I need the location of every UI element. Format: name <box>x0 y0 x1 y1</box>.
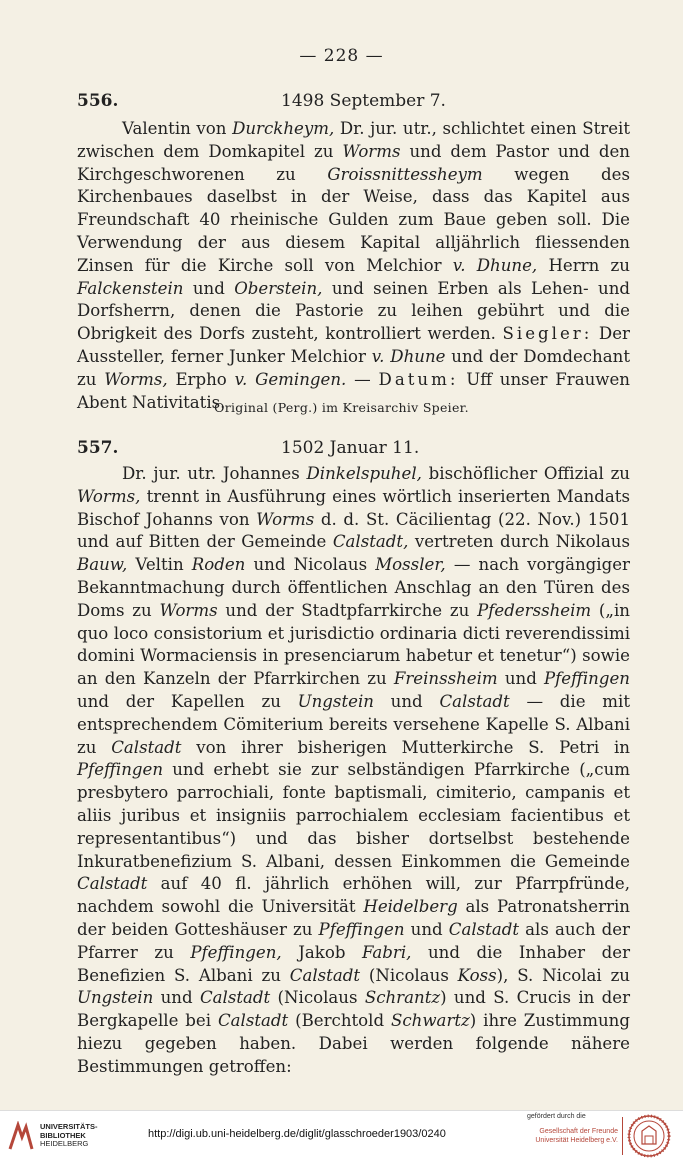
entry-header-557 <box>77 438 627 462</box>
entry-date: 1502 Januar 11. <box>281 438 420 458</box>
library-name: UNIVERSITÄTS- BIBLIOTHEK HEIDELBERG <box>40 1122 98 1148</box>
entry-number: 556. <box>77 91 119 111</box>
society-name: Gesellschaft der Freunde Universität Heidelberg e.V. <box>535 1128 618 1144</box>
digitization-footer <box>0 1110 683 1160</box>
entry-header-556 <box>77 91 627 115</box>
page-number: — 228 — <box>299 46 384 66</box>
entry-text-556: Valentin von Durckheym, Dr. jur. utr., schlichtet einen Streit zwischen dem Domkapitel zu Worms und dem Pastor und den Kirchgeschworenen zu Groissnittessheym wegen des Kirchenbaues daselbst in der Weise, dass das Kapitel aus Freundschaft 40 rheinische Gulden zum Baue geben soll. Die Verwendung der aus diesem Kapital alljährlich fliessenden Zinsen für die Kirche soll von Melchior v. Dhune, Herrn zu Falckenstein und Oberstein, und seinen Erben als Lehen- und Dorfsherrn, denen die Pastorie zu leihen gebührt und die Obrigkeit des Dorfs zusteht, kontrolliert werden. Siegler: Der Aussteller, ferner Junker Melchior v. Dhune und der Domdechant zu Worms, Erpho v. Gemingen. — Datum: Uff unser Frauwen Abent Nativitatis. <box>77 119 631 412</box>
permalink[interactable]: http://digi.ub.uni-heidelberg.de/diglit/glasschroeder1903/0240 <box>148 1128 446 1140</box>
source-note: Original (Perg.) im Kreisarchiv Speier. <box>214 400 469 415</box>
footer-divider <box>622 1117 623 1155</box>
entry-date: 1498 September 7. <box>281 91 446 111</box>
entry-number: 557. <box>77 438 119 458</box>
library-logo-icon <box>8 1121 34 1151</box>
university-seal-icon <box>627 1114 671 1158</box>
entry-text-557: Dr. jur. utr. Johannes Dinkelspuhel, bischöflicher Offizial zu Worms, trennt in Ausführung eines wörtlich inserierten Mandats Bischof Johanns von Worms d. d. St. Cäcilientag (22. Nov.) 1501 und auf Bitten der Gemeinde Calstadt, vertreten durch Nikolaus Bauw, Veltin Roden und Nicolaus Mossler, — nach vorgängiger Bekanntmachung durch öffentlichen Anschlag an den Türen des Doms zu Worms und der Stadtpfarrkirche zu Pfederssheim („in quo loco consistorium et jurisdictio ordinaria dicti reverendissimi domini Wormaciensis in presenciarum habetur et tenetur“) sowie an den Kanzeln der Pfarrkirchen zu Freinssheim und Pfeffingen und der Kapellen zu Ungstein und Calstadt — die mit entsprechendem Cömiterium bereits versehene Kapelle S. Albani zu Calstadt von ihrer bisherigen Mutterkirche S. Petri in Pfeffingen und erhebt sie zur selbständigen Pfarrkirche („cum presbytero parrochiali, fonte baptismali, cimiterio, campanis et aliis juribus et insigniis parrochialem ecclesiam facientibus et representantibus“) und das bisher dortselbst bestehende Inkuratbenefizium S. Albani, dessen Einkommen die Gemeinde Calstadt auf 40 fl. jährlich erhöhen will, zur Pfarrpfründe, nachdem sowohl die Universität Heidelberg als Patronatsherrin der beiden Gotteshäuser zu Pfeffingen und Calstadt als auch der Pfarrer zu Pfeffingen, Jakob Fabri, und die Inhaber der Benefizien S. Albani zu Calstadt (Nicolaus Koss), S. Nicolai zu Ungstein und Calstadt (Nicolaus Schrantz) und S. Crucis in der Bergkapelle bei Calstadt (Berchtold Schwartz) ihre Zustimmung hiezu gegeben haben. Dabei werden folgende nähere Bestimmungen getroffen: <box>77 464 631 1076</box>
funded-by-label: gefördert durch die <box>527 1113 586 1120</box>
